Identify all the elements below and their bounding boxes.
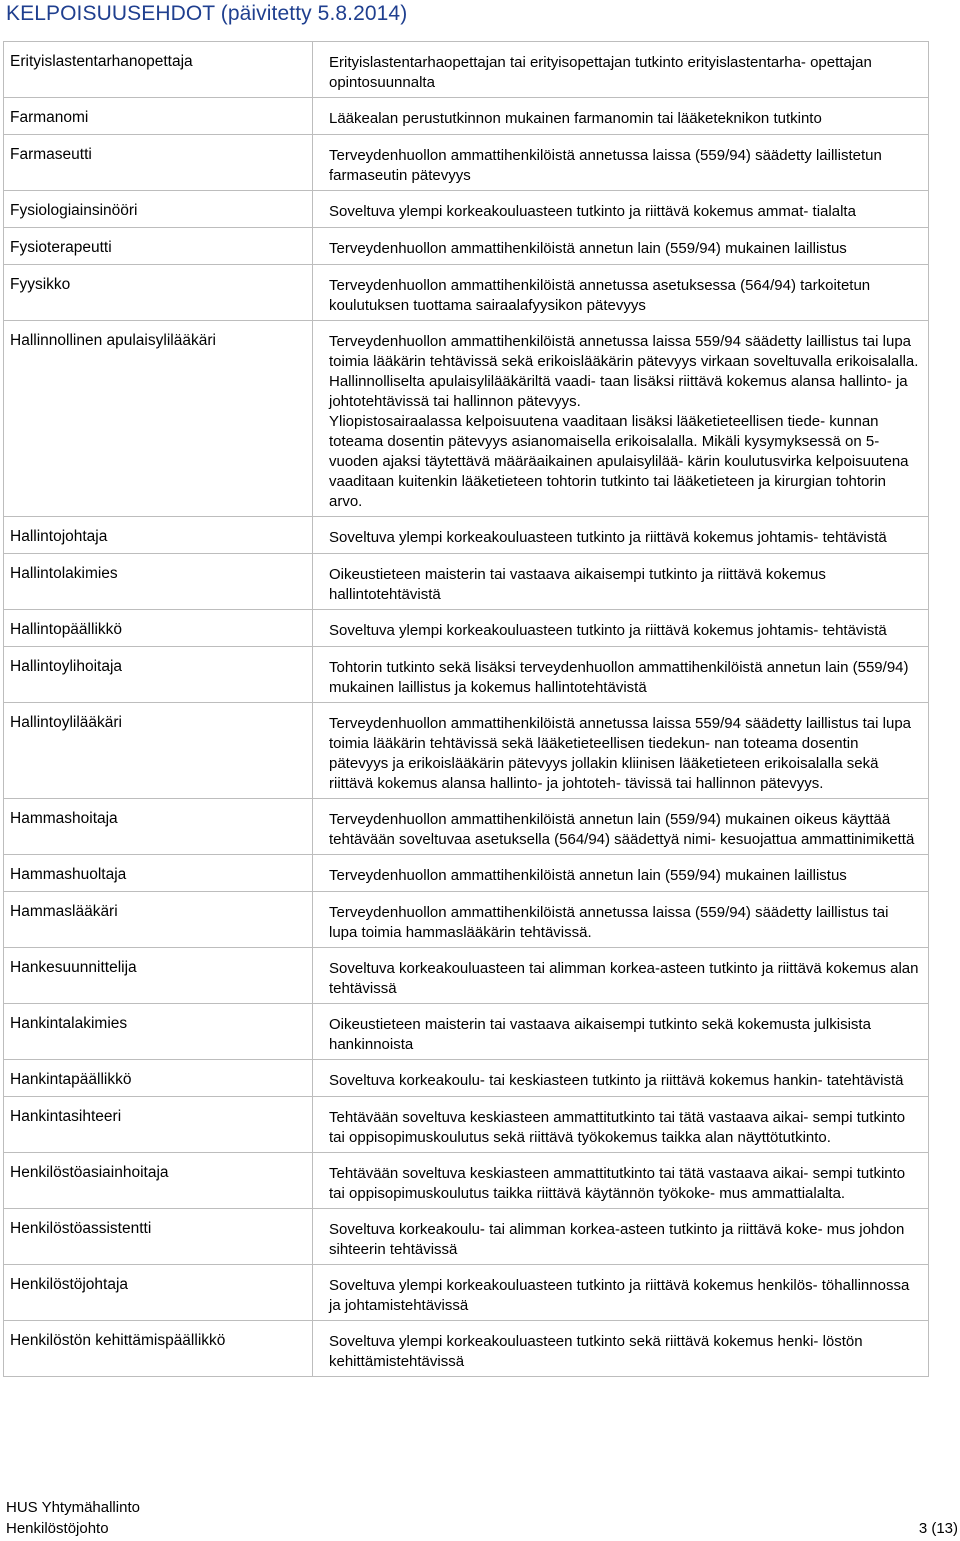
job-title: Henkilöstöjohtaja [4,1265,313,1320]
table-row [4,1209,928,1265]
table-row [4,948,928,1004]
qualification-requirement [313,948,928,1003]
qualification-requirement [313,1153,928,1208]
qualification-requirement [313,228,928,264]
job-title: Erityislastentarhanopettaja [4,42,313,97]
job-title: Hankintapäällikkö [4,1060,313,1096]
table-row [4,1097,928,1153]
qualification-requirement [313,554,928,609]
requirement-text: Lääkealan perustutkinnon mukainen farmanomin tai lääketeknikon tutkinto [329,110,822,127]
requirement-text: Terveydenhuollon ammattihenkilöistä annetun lain (559/94) mukainen laillistus [329,867,847,884]
requirement-text: Yliopistosairaalassa kelpoisuutena vaaditaan lisäksi lääketieteellisen tiede- kunnan toteama dosentin pätevyys asianomaisella erikoisalalla. Mikäli kysymyksessä on 5-vuoden ajaksi täytettävä määräaikainen apulaisylilää- kärin koulutusvirka kelpoisuutena vaaditaan kuitenkin lääketieteen tohtorin tutkinto tai lääketieteen ja kirurgian tohtorin arvo. [329,413,909,510]
qualification-requirement [313,1321,928,1376]
qualification-requirement [313,1097,928,1152]
job-title: Hammaslääkäri [4,892,313,947]
requirement-text: Soveltuva ylempi korkeakouluasteen tutkinto ja riittävä kokemus henkilös- töhallinnossa ja johtamistehtävissä [329,1277,910,1314]
table-row [4,321,928,517]
qualification-requirement [313,135,928,190]
job-title: Hankintalakimies [4,1004,313,1059]
requirement-text: Tohtorin tutkinto sekä lisäksi terveydenhuollon ammattihenkilöistä annetun lain (559/94) mukainen laillistus ja kokemus hallintotehtävistä [329,659,909,696]
requirement-text: Terveydenhuollon ammattihenkilöistä annetussa laissa 559/94 säädetty laillistus tai lupa toimia lääkärin tehtävissä sekä lääketieteellisen tiedekun- nan toteama dosentin pätevyys ja erikoislääkärin pätevyys jollakin kliinisen lääketieteen erikoisalalla sekä riittävä kokemus alansa hallinto- ja johtoteh- tävissä tai hallinnon pätevyys. [329,715,912,792]
requirement-text: Erityislastentarhaopettajan tai erityisopettajan tutkinto erityislastentarha- opettajan opintosuunnalta [329,54,872,91]
job-title: Fysioterapeutti [4,228,313,264]
table-row [4,1153,928,1209]
qualification-requirement [313,517,928,553]
job-title: Hallintojohtaja [4,517,313,553]
requirement-text: Soveltuva ylempi korkeakouluasteen tutkinto ja riittävä kokemus johtamis- tehtävistä [329,622,887,639]
requirement-text: Soveltuva ylempi korkeakouluasteen tutkinto ja riittävä kokemus ammat- tialalta [329,203,856,220]
requirement-text: Terveydenhuollon ammattihenkilöistä annetussa asetuksessa (564/94) tarkoitetun koulutuksen tuottama sairaalafyysikon pätevyys [329,277,871,314]
qualification-requirement [313,321,928,516]
table-row [4,1004,928,1060]
job-title: Fysiologiainsinööri [4,191,313,227]
job-title: Hallintolakimies [4,554,313,609]
job-title: Henkilöstöasiainhoitaja [4,1153,313,1208]
table-row [4,703,928,799]
qualification-requirement [313,855,928,891]
qualification-requirement [313,191,928,227]
table-row [4,554,928,610]
job-title: Farmanomi [4,98,313,134]
job-title: Henkilöstöassistentti [4,1209,313,1264]
qualification-requirement [313,1265,928,1320]
qualification-requirement [313,1004,928,1059]
qualification-requirement [313,265,928,320]
table-row [4,1060,928,1097]
table-row [4,855,928,892]
table-row [4,191,928,228]
job-title: Hankintasihteeri [4,1097,313,1152]
qualification-requirement [313,1060,928,1096]
page-footer [6,1497,958,1539]
qualification-requirement [313,647,928,702]
table-row [4,647,928,703]
requirement-text: Terveydenhuollon ammattihenkilöistä annetussa laissa (559/94) säädetty laillistus tai lupa toimia hammaslääkärin tehtävissä. [329,904,889,941]
requirement-text: Tehtävään soveltuva keskiasteen ammattitutkinto tai tätä vastaava aikai- sempi tutkinto tai oppisopimuskoulutus taikka riittävä käytännön työkoke- mus ammattialalta. [329,1165,906,1202]
job-title: Hallintopäällikkö [4,610,313,646]
job-title: Hankesuunnittelija [4,948,313,1003]
table-row [4,228,928,265]
requirement-text: Terveydenhuollon ammattihenkilöistä annetussa laissa 559/94 säädetty laillistus tai lupa toimia lääkärin tehtävissä sekä erikoislääkärin pätevyys virkaan soveltuvalla erikoisalalla. Hallinnolliselta apulaisylilääkäriltä vaadi- taan lisäksi riittävä kokemus alansa hallinto- ja johtotehtävissä tai hallinnon pätevyys. [329,333,919,410]
table-row [4,42,928,98]
qualification-requirement [313,42,928,97]
table-row [4,610,928,647]
requirement-text: Terveydenhuollon ammattihenkilöistä annetun lain (559/94) mukainen laillistus [329,240,847,257]
requirement-text: Soveltuva korkeakoulu- tai alimman korkea-asteen tutkinto ja riittävä koke- mus johdon sihteerin tehtävissä [329,1221,905,1258]
table-row [4,1321,928,1376]
table-row [4,892,928,948]
qualification-requirement [313,892,928,947]
table-row [4,517,928,554]
requirement-text: Oikeustieteen maisterin tai vastaava aikaisempi tutkinto sekä kokemusta julkisista hankinnoista [329,1016,871,1053]
requirement-text: Oikeustieteen maisterin tai vastaava aikaisempi tutkinto ja riittävä kokemus hallintotehtävistä [329,566,826,603]
requirement-text: Terveydenhuollon ammattihenkilöistä annetun lain (559/94) mukainen oikeus käyttää tehtävään soveltuvaa asetuksella (564/94) säädettyä nimi- kesuojattua ammattinimikettä [329,811,915,848]
job-title: Fyysikko [4,265,313,320]
table-row [4,265,928,321]
job-title: Farmaseutti [4,135,313,190]
table-row [4,135,928,191]
footer-unit: Henkilöstöjohto [6,1520,109,1537]
qualification-requirement [313,98,928,134]
job-title: Hammashuoltaja [4,855,313,891]
qualification-requirement [313,703,928,798]
footer-organization: HUS Yhtymähallinto [6,1499,140,1516]
requirement-text: Soveltuva ylempi korkeakouluasteen tutkinto ja riittävä kokemus johtamis- tehtävistä [329,529,887,546]
qualification-requirement [313,1209,928,1264]
job-title: Hallinnollinen apulaisylilääkäri [4,321,313,516]
requirement-text: Tehtävään soveltuva keskiasteen ammattitutkinto tai tätä vastaava aikai- sempi tutkinto tai oppisopimuskoulutus sekä riittävä työkokemus taikka alan näyttötutkinto. [329,1109,906,1146]
qualification-requirement [313,799,928,854]
requirement-text: Soveltuva korkeakoulu- tai keskiasteen tutkinto ja riittävä kokemus hankin- tatehtävistä [329,1072,904,1089]
requirement-text: Soveltuva korkeakouluasteen tai alimman korkea-asteen tutkinto ja riittävä kokemus alan tehtävissä [329,960,919,997]
table-row [4,1265,928,1321]
job-title: Hallintoylihoitaja [4,647,313,702]
table-row [4,98,928,135]
page-title: KELPOISUUSEHDOT (päivitetty 5.8.2014) [6,2,408,25]
job-title: Hallintoylilääkäri [4,703,313,798]
job-title: Henkilöstön kehittämispäällikkö [4,1321,313,1376]
requirement-text: Soveltuva ylempi korkeakouluasteen tutkinto sekä riittävä kokemus henki- löstön kehittämistehtävissä [329,1333,863,1370]
table-row [4,799,928,855]
qualification-requirement [313,610,928,646]
qualifications-table [3,41,929,1377]
requirement-text: Terveydenhuollon ammattihenkilöistä annetussa laissa (559/94) säädetty laillistetun farmaseutin pätevyys [329,147,882,184]
job-title: Hammashoitaja [4,799,313,854]
page-number: 3 (13) [918,1520,958,1537]
